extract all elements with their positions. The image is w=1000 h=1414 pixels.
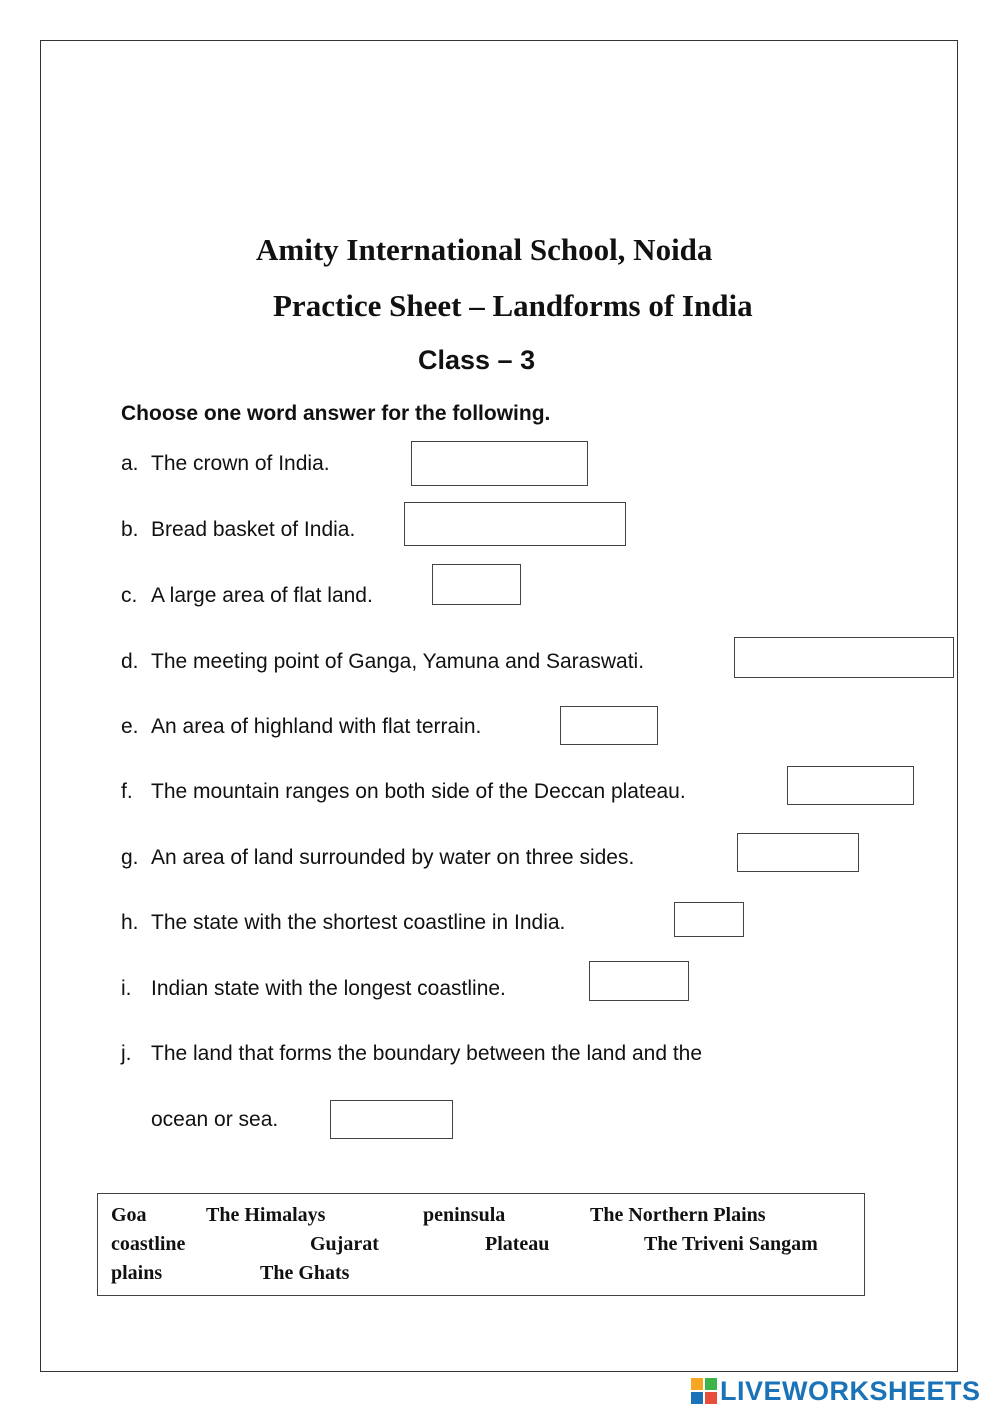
- question-j-continuation: ocean or sea.: [151, 1108, 279, 1131]
- word-bank-item: Gujarat: [310, 1233, 379, 1255]
- word-bank-item: The Himalays: [206, 1204, 326, 1226]
- question-text: The land that forms the boundary between the land and the: [151, 1042, 703, 1065]
- word-bank: [97, 1193, 865, 1296]
- question-letter: h.: [121, 911, 139, 934]
- class-label: Class – 3: [418, 345, 536, 375]
- question-letter: a.: [121, 452, 139, 475]
- question-letter: i.: [121, 977, 132, 1000]
- question-text: The state with the shortest coastline in India.: [151, 911, 566, 934]
- question-text: The mountain ranges on both side of the Deccan plateau.: [151, 780, 686, 803]
- word-bank-item: peninsula: [423, 1204, 506, 1226]
- instruction-text: Choose one word answer for the following.: [121, 402, 551, 425]
- question-letter: b.: [121, 518, 139, 541]
- liveworksheets-logo: [690, 1376, 981, 1406]
- question-letter: c.: [121, 584, 138, 607]
- question-text: An area of land surrounded by water on three sides.: [151, 846, 635, 869]
- question-text: Indian state with the longest coastline.: [151, 977, 506, 1000]
- answer-box-d[interactable]: [734, 637, 954, 678]
- answer-box-a[interactable]: [411, 441, 588, 486]
- answer-box-i[interactable]: [589, 961, 689, 1001]
- answer-box-e[interactable]: [560, 706, 658, 745]
- liveworksheets-icon: [690, 1377, 718, 1405]
- answer-box-b[interactable]: [404, 502, 626, 546]
- answer-box-f[interactable]: [787, 766, 914, 805]
- question-letter: f.: [121, 780, 133, 803]
- word-bank-item: plains: [111, 1262, 163, 1284]
- question-text: The meeting point of Ganga, Yamuna and Saraswati.: [151, 650, 645, 673]
- sheet-title: Practice Sheet – Landforms of India: [273, 288, 753, 323]
- question-text: An area of highland with flat terrain.: [151, 715, 482, 738]
- answer-box-c[interactable]: [432, 564, 521, 605]
- answer-box-h[interactable]: [674, 902, 744, 937]
- word-bank-item: The Ghats: [260, 1262, 350, 1284]
- school-name: Amity International School, Noida: [256, 232, 713, 267]
- question-letter: d.: [121, 650, 139, 673]
- question-text: The crown of India.: [151, 452, 330, 475]
- word-bank-item: The Northern Plains: [590, 1204, 766, 1226]
- question-text: A large area of flat land.: [151, 584, 373, 607]
- word-bank-item: Plateau: [485, 1233, 550, 1255]
- question-letter: e.: [121, 715, 139, 738]
- question-text: Bread basket of India.: [151, 518, 356, 541]
- word-bank-item: coastline: [111, 1233, 186, 1255]
- answer-box-g[interactable]: [737, 833, 859, 872]
- answer-box-j[interactable]: [330, 1100, 453, 1139]
- word-bank-item: The Triveni Sangam: [644, 1233, 818, 1255]
- question-letter: j.: [121, 1042, 132, 1065]
- question-letter: g.: [121, 846, 139, 869]
- word-bank-item: Goa: [111, 1204, 147, 1226]
- watermark-text: LIVEWORKSHEETS: [720, 1375, 981, 1406]
